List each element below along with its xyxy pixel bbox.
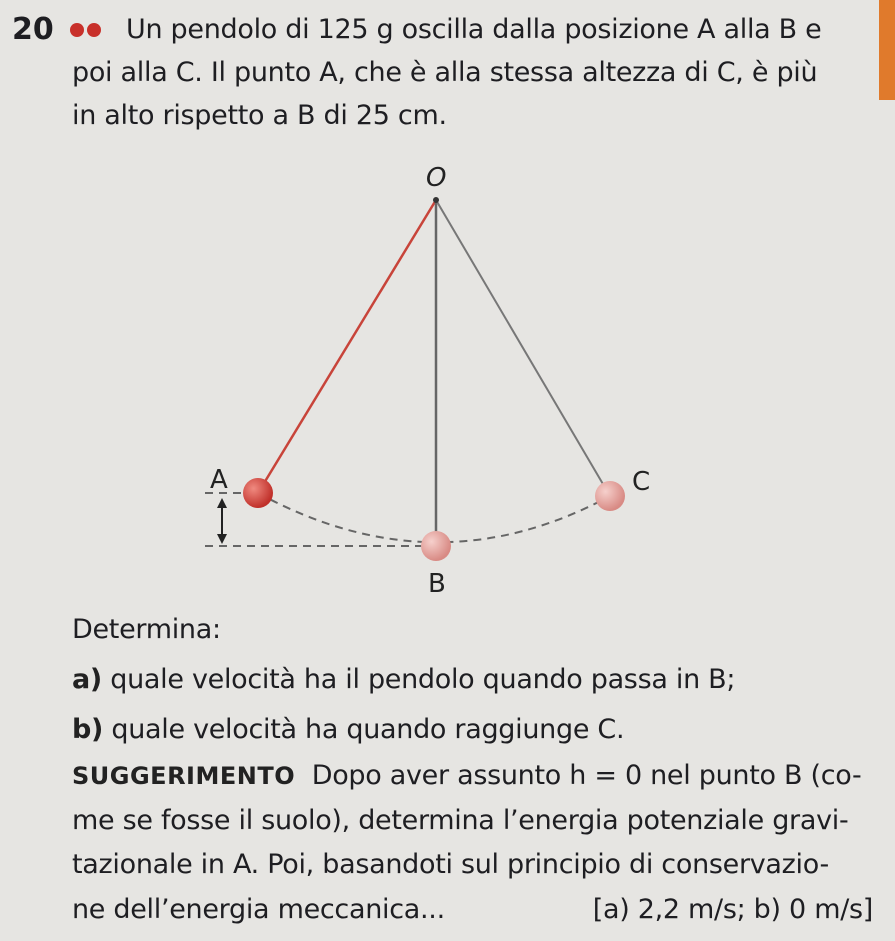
hint-line-2: me se fosse il suolo), determina l’energia potenziale gravi- <box>72 805 849 836</box>
string-c <box>436 200 610 496</box>
pivot <box>433 197 439 203</box>
ball-c <box>595 481 625 511</box>
label-o: O <box>426 163 447 193</box>
question-b <box>72 714 624 745</box>
question-a-marker: a) <box>72 664 102 695</box>
label-a: A <box>210 465 228 495</box>
statement-line-3: in alto rispetto a B di 25 cm. <box>72 100 447 131</box>
problem-number: 20 <box>12 12 54 47</box>
hint-title: SUGGERIMENTO <box>72 762 296 790</box>
question-b-text: quale velocità ha quando raggiunge C. <box>111 714 625 745</box>
answers: [a) 2,2 m/s; b) 0 m/s] <box>592 894 873 925</box>
hint-line-4: ne dell’energia meccanica... <box>72 894 445 925</box>
string-a <box>258 200 436 493</box>
label-c: C <box>632 467 651 497</box>
ball-b <box>421 531 451 561</box>
hint-text-1: Dopo aver assunto h = 0 nel punto B (co- <box>311 760 862 791</box>
label-b: B <box>428 569 446 599</box>
question-a-text: quale velocità ha il pendolo quando passa in B; <box>110 664 736 695</box>
determina-heading: Determina: <box>72 614 221 645</box>
statement-line-2: poi alla C. Il punto A, che è alla stessa altezza di C, è più <box>72 57 818 88</box>
ball-a <box>243 478 273 508</box>
hint-line-1 <box>72 760 861 791</box>
question-a <box>72 664 735 695</box>
hint-line-3: tazionale in A. Poi, basandoti sul principio di conservazio- <box>72 849 829 880</box>
question-b-marker: b) <box>72 714 104 745</box>
statement-line-1: Un pendolo di 125 g oscilla dalla posizione A alla B e <box>126 14 822 45</box>
